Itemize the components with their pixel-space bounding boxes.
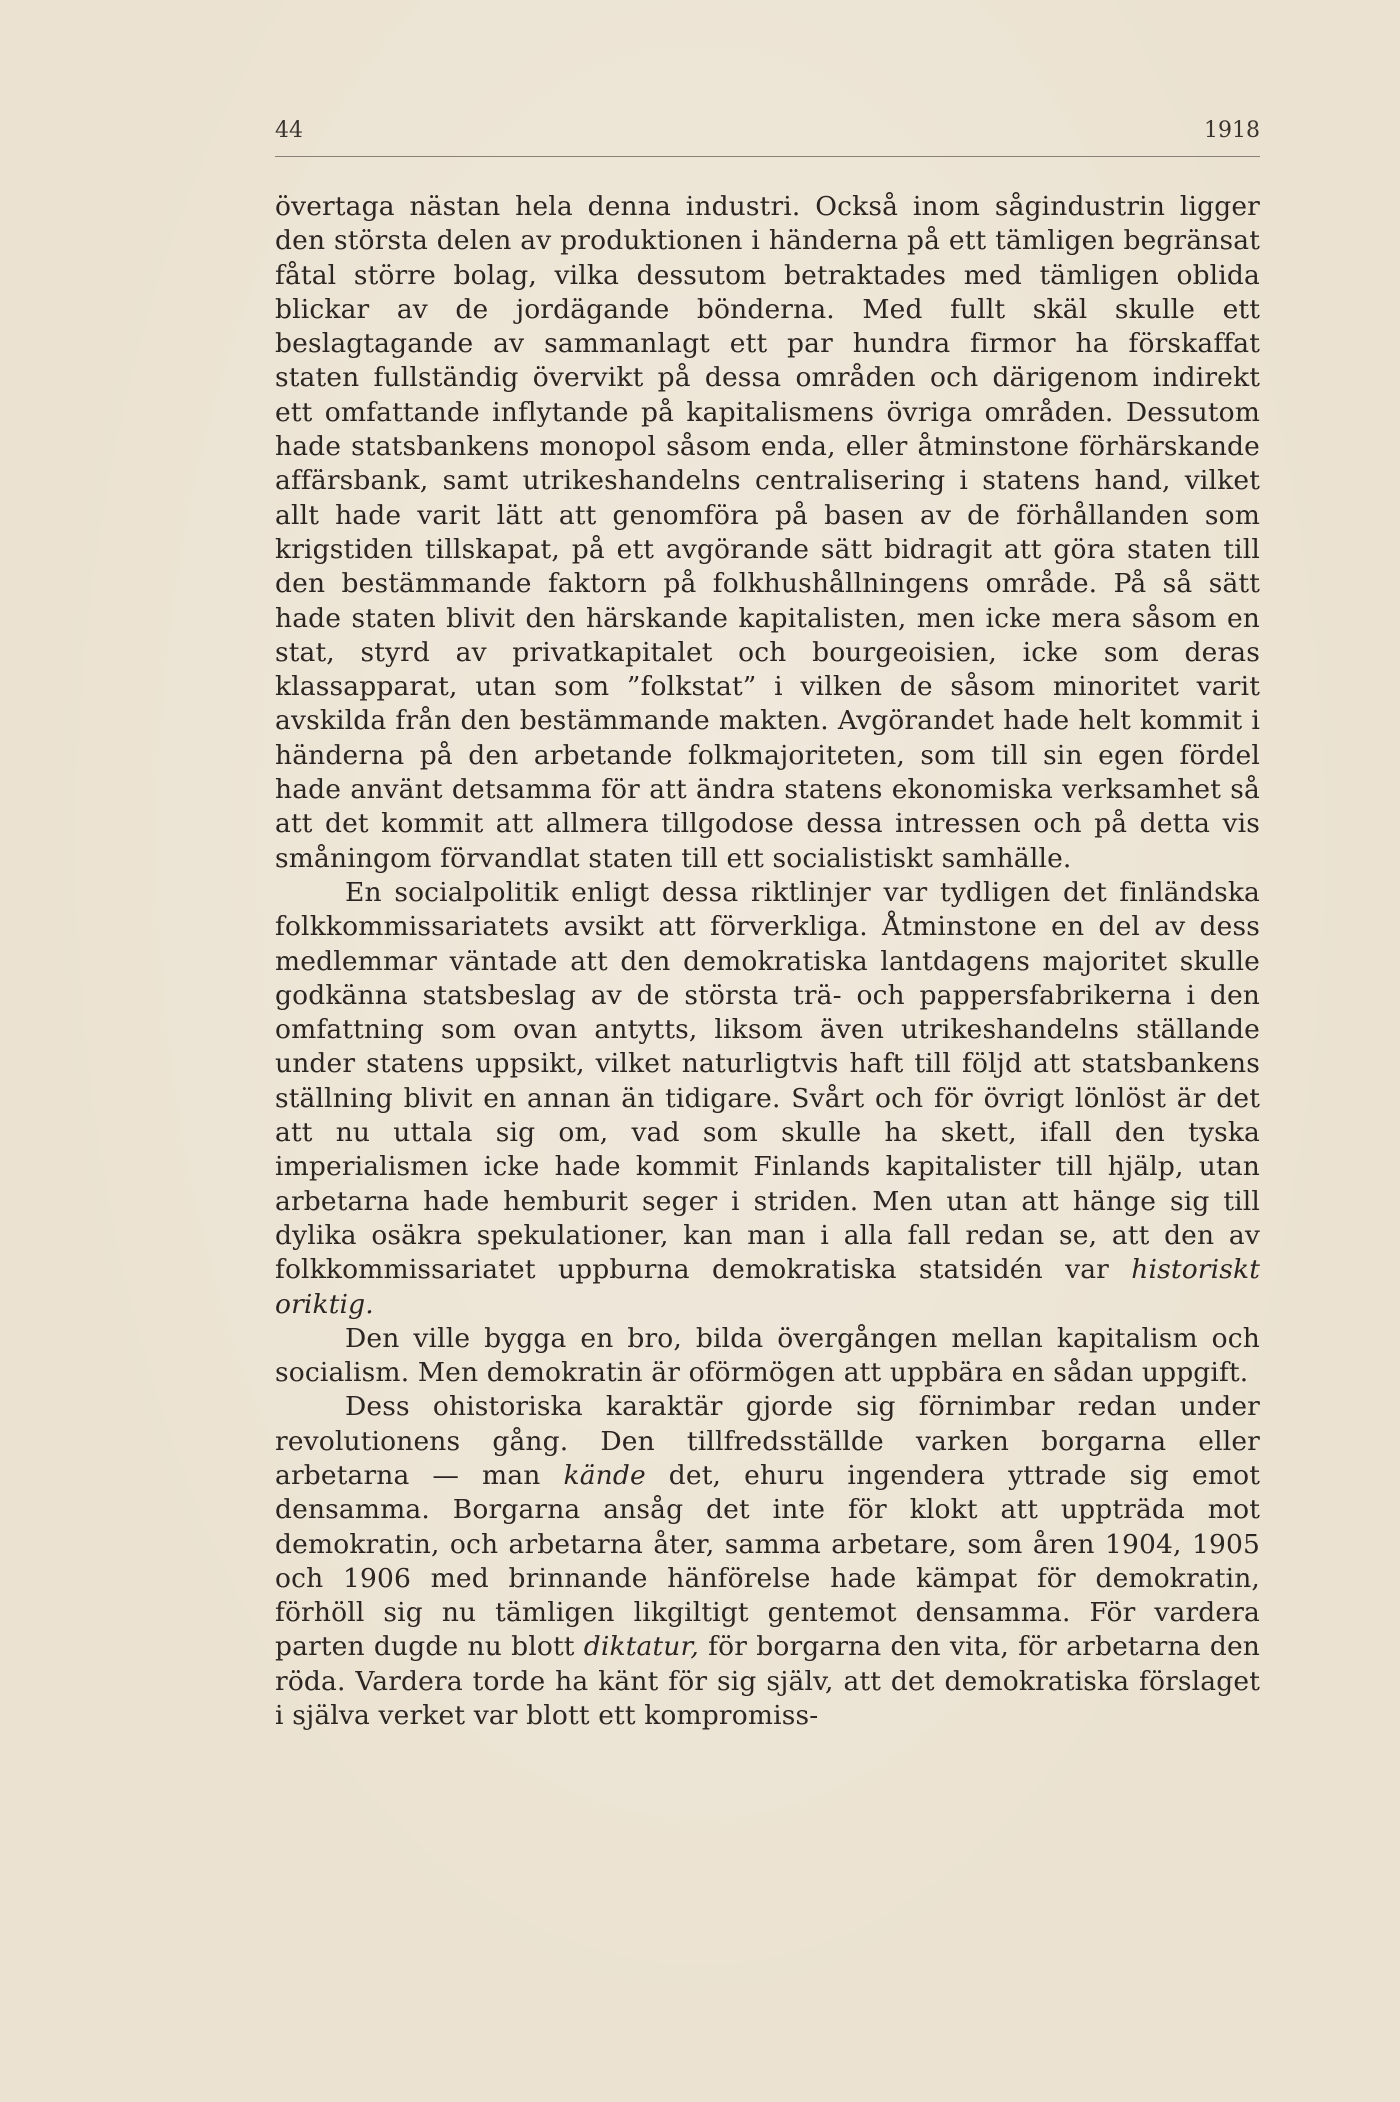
header-rule <box>275 156 1260 157</box>
page-number: 44 <box>275 118 303 143</box>
text-segment: övertaga nästan hela denna industri. Också inom sågindustrin ligger den största delen av produktionen i händerna på ett tämligen begränsat fåtal större bolag, vilka dessutom betraktades med tämligen oblida blickar av de jordägande bönderna. Med fullt skäl skulle ett beslagtagande av sammanlagt ett par hundra firmor ha förskaffat staten fullständig övervikt på dessa områden och därigenom indirekt ett omfattande inflytande på kapitalismens övriga områden. Dessutom hade statsbankens monopol såsom enda, eller åtminstone förhärskande affärsbank, samt utrikeshandelns centralisering i statens hand, vilket allt hade varit lätt att genomföra på basen av de förhållanden som krigstiden tillskapat, på ett avgörande sätt bidragit att göra staten till den bestämmande faktorn på folkhushållningens område. På så sätt hade staten blivit den härskande kapitalisten, men icke mera såsom en stat, styrd av privatkapitalet och bourgeoisien, icke som deras klassapparat, utan som ”folkstat” i vilken de såsom minoritet varit avskilda från den bestämmande makten. Avgörandet hade helt kommit i händerna på den arbetande folkmajoriteten, som till sin egen fördel hade använt detsamma för att ändra statens ekonomiska verksamhet så att det kommit att allmera tillgodose dessa intressen och på detta vis småningom förvandlat staten till ett socialistiskt samhälle. <box>275 191 1260 874</box>
text-segment: Den ville bygga en bro, bilda övergången mellan kapitalism och socialism. Men demokratin är oförmögen att uppbära en sådan uppgift. <box>275 1322 1260 1389</box>
text-segment: det, ehuru ingendera yttrade sig emot densamma. Borgarna ansåg det inte för klokt att uppträda mot demokratin, och arbetarna åter, samma arbetare, som åren 1904, 1905 och 1906 med brinnande hänförelse hade kämpat för demokratin, förhöll sig nu tämligen likgiltigt gentemot densamma. För vardera parten dugde nu blott <box>275 1459 1261 1663</box>
text-segment: för borgarna den vita, för arbetarna den röda. Vardera torde ha känt för sig själv, att det demokratiska förslaget i själva verket var blott ett kompromiss- <box>275 1631 1260 1732</box>
text-segment: En socialpolitik enligt dessa riktlinjer var tydligen det finländska folkkommissariatets avsikt att förverkliga. Åtminstone en del av dess medlemmar väntade att den demokratiska lantdagens majoritet skulle godkänna statsbeslag av de största trä- och pappersfabrikerna i den omfattning som ovan antytts, liksom även utrikeshandelns ställande under statens uppsikt, vilket naturligtvis haft till följd att statsbankens ställning blivit en annan än tidigare. Svårt och för övrigt lönlöst är det att nu uttala sig om, vad som skulle ha skett, ifall den tyska imperialismen icke hade kommit Finlands kapitalister till hjälp, utan arbetarna hade hemburit seger i striden. Men utan att hänge sig till dylika osäkra spekulationer, kan man i alla fall redan se, att den av folkkommissariatet uppburna demokratiska statsidén var <box>275 876 1260 1286</box>
paragraph-1 <box>275 190 1260 876</box>
emphasis-text: kände <box>563 1459 646 1491</box>
paragraph-3 <box>275 1322 1260 1391</box>
paragraph-2 <box>275 876 1260 1322</box>
running-head-year: 1918 <box>1204 118 1260 143</box>
emphasis-text: diktatur, <box>583 1631 699 1663</box>
body-text <box>275 190 1260 1733</box>
emphasis-text: historiskt oriktig. <box>275 1254 1260 1320</box>
page-header <box>275 118 1260 158</box>
paragraph-4 <box>275 1390 1260 1733</box>
text-segment: Dess ohistoriska karaktär gjorde sig förnimbar redan under revolutionens gång. Den tillfredsställde varken borgarna eller arbetarna — man <box>275 1391 1260 1491</box>
